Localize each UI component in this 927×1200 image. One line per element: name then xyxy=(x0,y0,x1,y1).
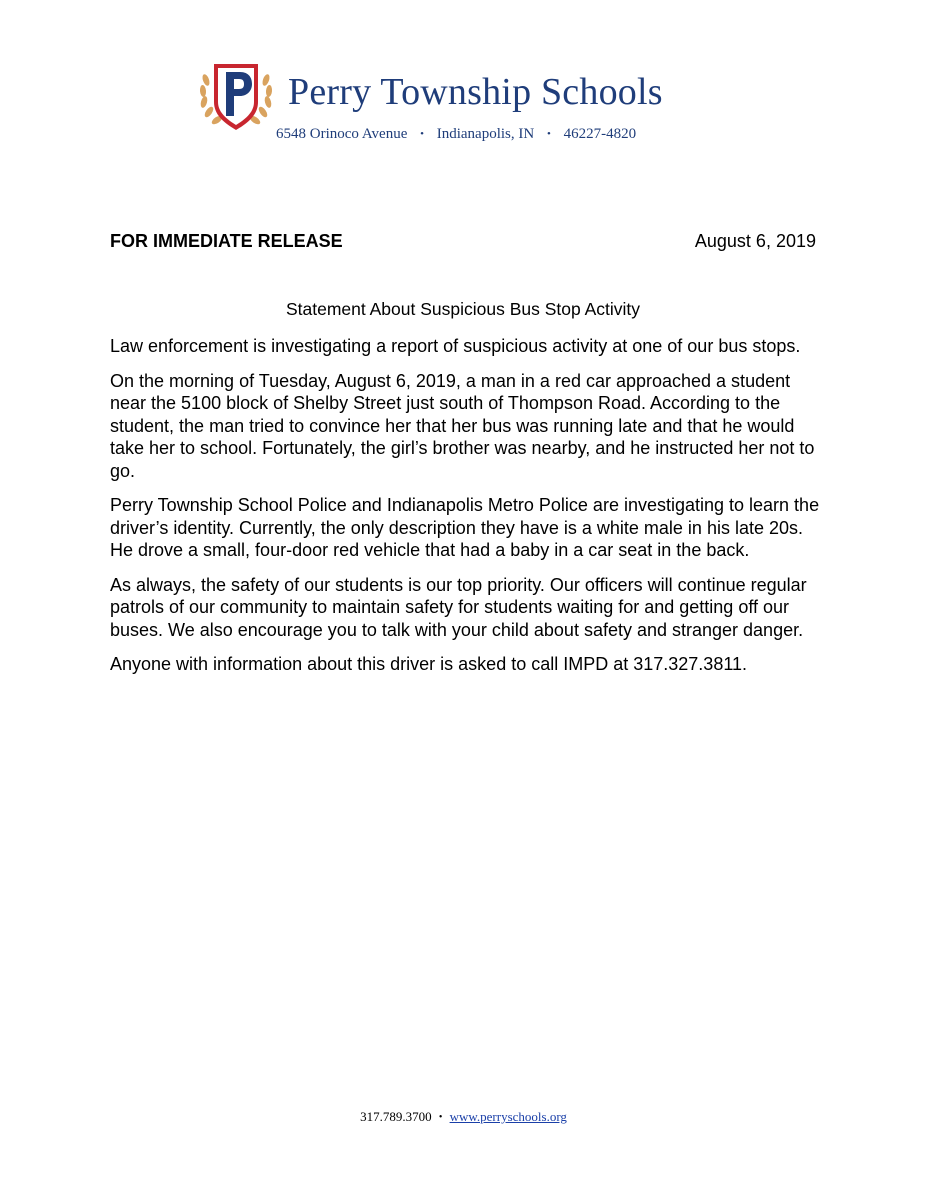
release-label: FOR IMMEDIATE RELEASE xyxy=(110,231,343,251)
page-footer xyxy=(0,1109,927,1125)
address-separator: • xyxy=(420,128,424,140)
paragraph: On the morning of Tuesday, August 6, 2019, a man in a red car approached a student near the 5100 block of Shelby Street just south of Thompson Road. According to the student, the man tried to convince her that her bus was running late and that he would take her to school. Fortunately, the girl’s brother was nearby, and he instructed her not to go. xyxy=(110,370,815,481)
organization-name: Perry Township Schools xyxy=(288,71,663,113)
release-header xyxy=(110,231,816,252)
document-body xyxy=(110,335,826,688)
letterhead xyxy=(0,0,927,160)
address-street: 6548 Orinoco Avenue xyxy=(276,126,408,142)
website-link[interactable]: www.perryschools.org xyxy=(449,1109,567,1124)
footer-separator: • xyxy=(438,1112,443,1123)
footer-phone: 317.789.3700 xyxy=(360,1109,432,1124)
document-title: Statement About Suspicious Bus Stop Activity xyxy=(285,299,641,319)
address-zip: 46227-4820 xyxy=(563,126,637,142)
address-separator: • xyxy=(546,128,551,140)
organization-address xyxy=(276,126,636,143)
paragraph: Perry Township School Police and Indianapolis Metro Police are investigating to learn the driver’s identity. Currently, the only description they have is a white male in his late 20s. He drove a small, four-door red vehicle that had a baby in a car seat in the back. xyxy=(110,495,820,560)
district-logo-icon xyxy=(196,58,276,134)
release-date: August 6, 2019 xyxy=(694,231,816,251)
paragraph: Law enforcement is investigating a report of suspicious activity at one of our bus stops. xyxy=(110,336,801,356)
address-city: Indianapolis, IN xyxy=(436,126,535,142)
paragraph: Anyone with information about this driver is asked to call IMPD at 317.327.3811. xyxy=(110,654,748,674)
paragraph: As always, the safety of our students is our top priority. Our officers will continue regular patrols of our community to maintain safety for students waiting for and getting off our buses. We also encourage you to talk with your child about safety and stranger danger. xyxy=(110,574,807,640)
